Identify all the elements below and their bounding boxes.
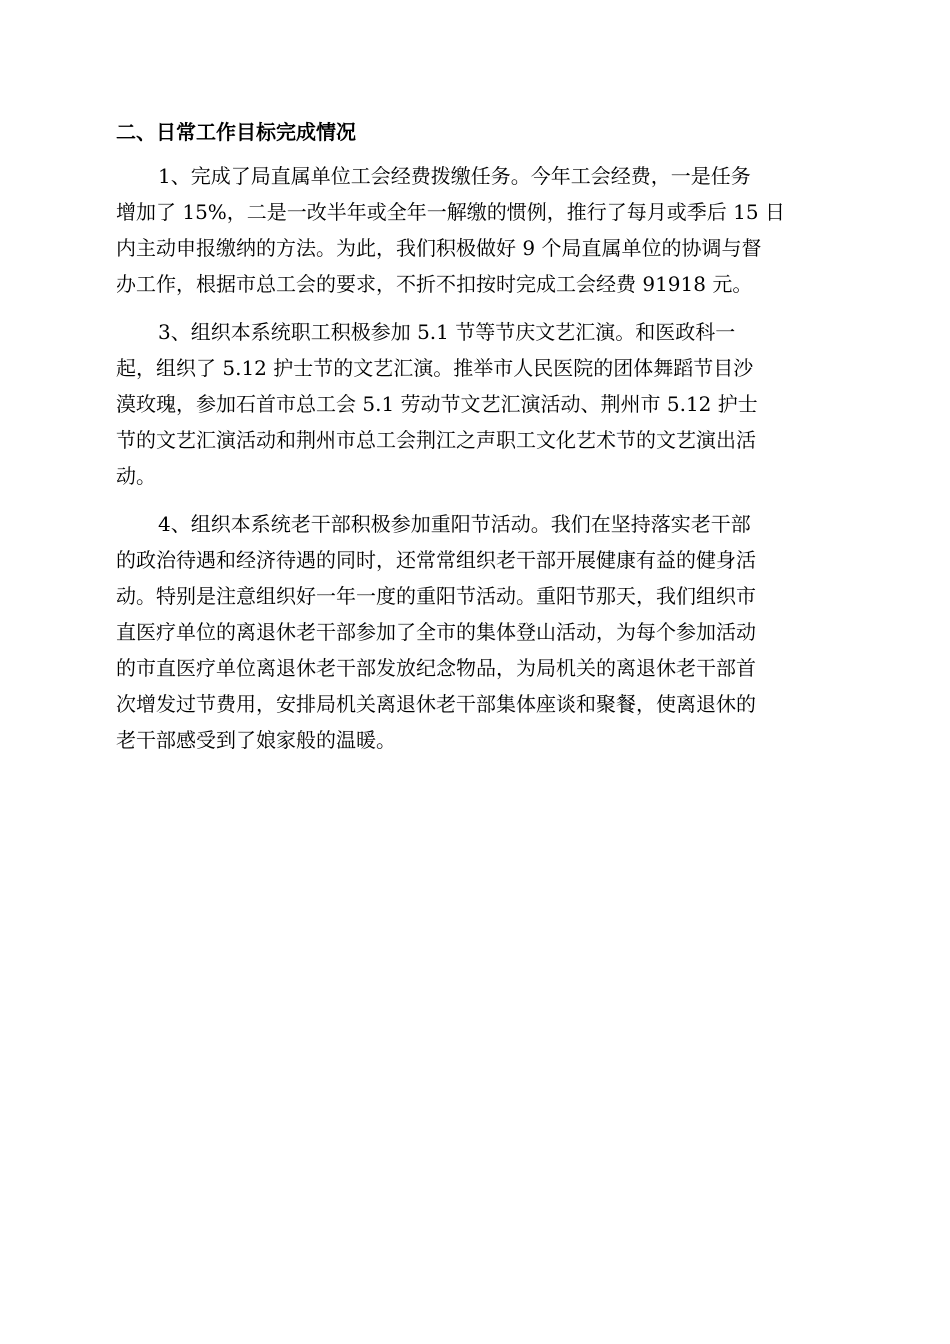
paragraph-line: 动。特别是注意组织好一年一度的重阳节活动。重阳节那天，我们组织市 [116,584,756,608]
paragraph-line: 办工作，根据市总工会的要求，不折不扣按时完成工会经费 91918 元。 [116,272,753,296]
paragraph-line: 4、组织本系统老干部积极参加重阳节活动。我们在坚持落实老干部 [158,512,751,536]
paragraph-line: 老干部感受到了娘家般的温暖。 [116,728,396,752]
paragraph-line: 动。 [116,464,156,488]
document-body [116,112,834,758]
paragraph-line: 增加了 15%，二是一改半年或全年一解缴的惯例，推行了每月或季后 15 日 [116,200,785,224]
paragraph-retired-cadres [116,506,834,758]
section-heading: 二、日常工作目标完成情况 [116,120,356,144]
paragraph-spacer [116,302,834,314]
paragraph-line: 漠玫瑰，参加石首市总工会 5.1 劳动节文艺汇演活动、荆州市 5.12 护士 [116,392,758,416]
paragraph-line: 的市直医疗单位离退休老干部发放纪念物品，为局机关的离退休老干部首 [116,656,756,680]
paragraph-line: 直医疗单位的离退休老干部参加了全市的集体登山活动，为每个参加活动 [116,620,756,644]
paragraph-line: 3、组织本系统职工积极参加 5.1 节等节庆文艺汇演。和医政科一 [158,320,736,344]
paragraph-spacer [116,494,834,506]
paragraph-line: 起，组织了 5.12 护士节的文艺汇演。推举市人民医院的团体舞蹈节目沙 [116,356,754,380]
paragraph-union-funds [116,158,834,302]
paragraph-line: 节的文艺汇演活动和荆州市总工会荆江之声职工文化艺术节的文艺演出活 [116,428,756,452]
paragraph-line: 的政治待遇和经济待遇的同时，还常常组织老干部开展健康有益的健身活 [116,548,756,572]
paragraph-art-performance [116,314,834,494]
paragraph-line: 次增发过节费用，安排局机关离退休老干部集体座谈和聚餐，使离退休的 [116,692,756,716]
paragraph-line: 内主动申报缴纳的方法。为此，我们积极做好 9 个局直属单位的协调与督 [116,236,762,260]
paragraph-line: 1、完成了局直属单位工会经费拨缴任务。今年工会经费，一是任务 [158,164,751,188]
